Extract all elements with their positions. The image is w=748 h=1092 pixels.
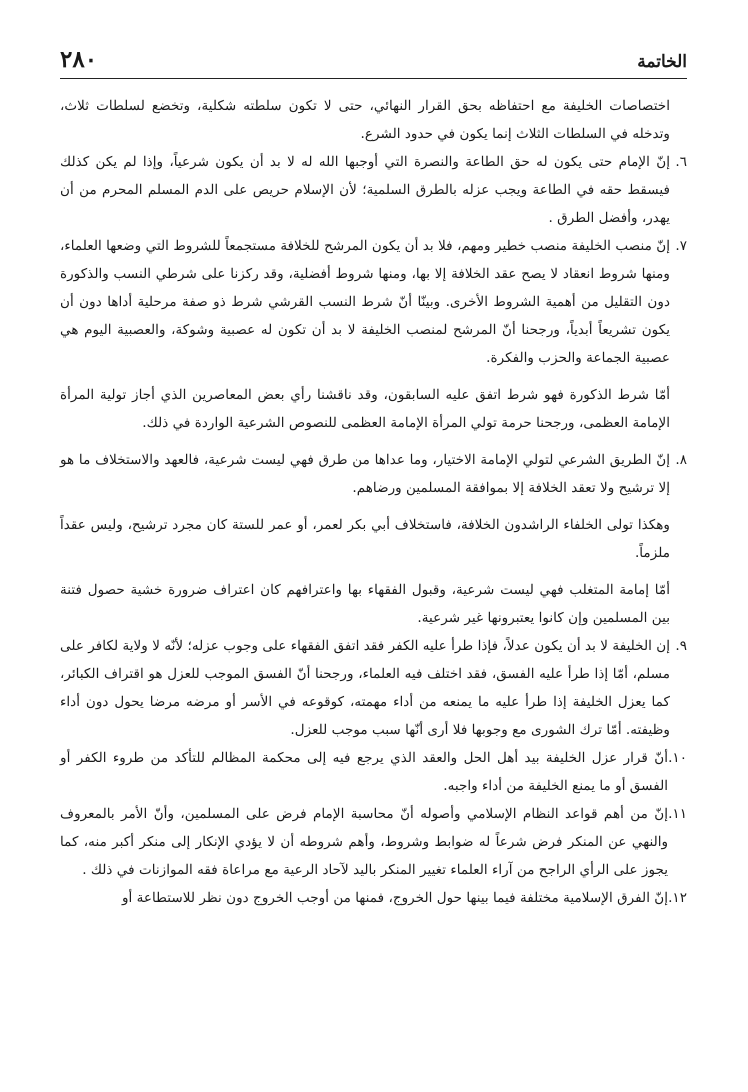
page-body	[60, 92, 687, 912]
list-item	[60, 800, 687, 884]
paragraph: أنّ قرار عزل الخليفة بيد أهل الحل والعقد الذي يرجع فيه إلى محكمة المظالم للتأكد من طروء الكفر أو الفسق أو ما يمنع الخليفة من أداء واجبه.	[60, 750, 669, 794]
list-item	[60, 232, 687, 437]
item-number: ١٠.	[668, 750, 687, 766]
item-number: ٧.	[675, 238, 687, 254]
paragraph: إنّ منصب الخليفة منصب خطير ومهم، فلا بد أن يكون المرشح للخلافة مستجمعاً للشروط التي وضعها العلماء، ومنها شروط انعقاد لا يصح عقد الخلافة إلا بها، ومنها شروط أفضلية، وقد ركزنا على شرطي النسب والذكورة دون التقليل من أهمية الشروط الأخرى. وبينّا أنّ شرط النسب القرشي شرط ذو صفة مرحلية أداها دون أن يكون تشريعاً أبدياً، ورجحنا أنّ المرشح لمنصب الخليفة لا بد أن تكون له عصبية وشوكة، والعصبية اليوم هي عصبية الجماعة والحزب والفكرة.	[60, 238, 671, 366]
item-number: ١٢.	[668, 890, 687, 906]
continuation-paragraph: اختصاصات الخليفة مع احتفاظه بحق القرار النهائي، حتى لا تكون سلطته شكلية، وتخضع لسلطات ثلاث، وتدخله في السلطات الثلاث إنما يكون في حدود الشرع.	[60, 98, 670, 142]
item-text	[60, 148, 670, 232]
paragraph: إن الخليفة لا بد أن يكون عدلاً، فإذا طرأ عليه الكفر فقد اتفق الفقهاء على وجوب عزله؛ لأنّه لا ولاية لكافر على مسلم، أمّا إذا طرأ عليه الفسق، فقد اختلف فيه العلماء، ورجحنا أنّ الفسق الموجب للعزل هو اقتراف الكبائر، كما يعزل الخليفة إذا طرأ عليه ما يمنعه من أداء مهمته، كوقوعه في الأسر أو مرضه مرضا يحول دون أداء وظيفته. أمّا ترك الشورى مع وجوبها فلا أرى أنّها سبب موجب للعزل.	[60, 638, 670, 738]
item-text	[60, 232, 670, 437]
paragraph: أمّا إمامة المتغلب فهي ليست شرعية، وقبول الفقهاء بها واعترافهم كان اعتراف ضرورة خشية حصول فتنة بين المسلمين وإن كانوا يعتبرونها غير شرعية.	[60, 582, 670, 626]
item-text	[60, 884, 668, 912]
item-number: ٦.	[675, 154, 687, 170]
paragraph: أمّا شرط الذكورة فهو شرط اتفق عليه السابقون، وقد ناقشنا رأي بعض المعاصرين الذي أجاز تولية المرأة الإمامة العظمى، ورجحنا حرمة تولي المرأة الإمامة العظمى للنصوص الشرعية الواردة في ذلك.	[60, 387, 670, 431]
list-item	[60, 446, 687, 632]
item-number: ٩.	[675, 638, 687, 654]
section-title: الخاتمة	[637, 52, 687, 72]
item-number: ١١.	[668, 806, 687, 822]
item-number: ٨.	[675, 452, 687, 468]
paragraph: إنّ الطريق الشرعي لتولي الإمامة الاختيار، وما عداها من طرق فهي ليست شرعية، فالعهد والاستخلاف ما هو إلا ترشيح ولا تعقد الخلافة إلا بموافقة المسلمين ورضاهم.	[60, 452, 670, 496]
paragraph: وهكذا تولى الخلفاء الراشدون الخلافة، فاستخلاف أبي بكر لعمر، أو عمر للستة كان مجرد ترشيح، وليس عقداً ملزماً.	[60, 517, 670, 561]
item-text	[60, 446, 670, 632]
list-item	[60, 632, 687, 744]
paragraph: إنّ الفرق الإسلامية مختلفة فيما بينها حول الخروج، فمنها من أوجب الخروج دون نظر للاستطاعة أو	[121, 890, 669, 906]
item-text	[60, 800, 668, 884]
list-item	[60, 884, 687, 912]
item-text	[60, 744, 668, 800]
item-text	[60, 632, 670, 744]
paragraph: إنّ من أهم قواعد النظام الإسلامي وأصوله أنّ محاسبة الإمام فرض على المسلمين، وأنّ الأمر بالمعروف والنهي عن المنكر فرض شرعاً له ضوابط وشروط، وأهم شروطه أن لا يؤدي الإنكار إلى منكر أكبر منه، كما يجوز على الرأي الراجح من آراء العلماء تغيير المنكر باليد لآحاد الرعية مع مراعاة فقه الموازنات في ذلك .	[60, 806, 669, 878]
paragraph: إنّ الإمام حتى يكون له حق الطاعة والنصرة التي أوجبها الله له لا بد أن يكون شرعياً، وإذا لم يكن كذلك فيسقط حقه في الطاعة ويجب عزله بالطرق السلمية؛ لأن الإسلام حريص على الدم المسلم المحرم من أن يهدر، وأفضل الطرق .	[60, 154, 670, 226]
list-item	[60, 744, 687, 800]
page-header	[60, 46, 687, 79]
list-item	[60, 148, 687, 232]
page-number: ٢٨٠	[60, 46, 98, 73]
